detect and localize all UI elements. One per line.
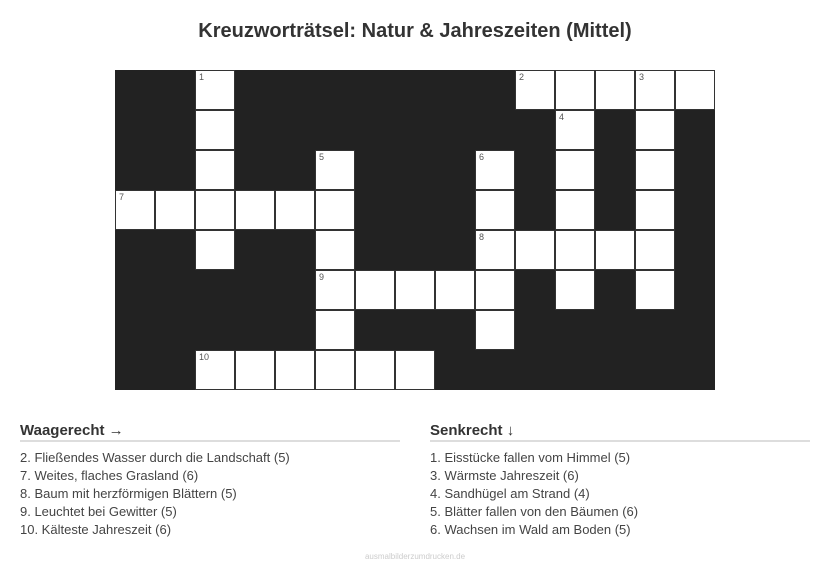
clue-number: 1 bbox=[199, 72, 205, 82]
grid-cell[interactable] bbox=[635, 70, 675, 110]
grid-cell[interactable] bbox=[555, 70, 595, 110]
grid-cell[interactable] bbox=[235, 350, 275, 390]
across-clue: 2. Fließendes Wasser durch die Landschaft (5) bbox=[20, 450, 290, 465]
clue-number: 8 bbox=[479, 232, 485, 242]
grid-cell[interactable] bbox=[555, 230, 595, 270]
across-clue: 9. Leuchtet bei Gewitter (5) bbox=[20, 504, 177, 519]
grid-cell[interactable] bbox=[275, 190, 315, 230]
down-clues bbox=[430, 422, 810, 539]
clue-number: 7 bbox=[119, 192, 125, 202]
grid-cell[interactable] bbox=[515, 70, 555, 110]
grid-cell[interactable] bbox=[315, 270, 355, 310]
grid-cell[interactable] bbox=[635, 190, 675, 230]
grid-cell[interactable] bbox=[195, 190, 235, 230]
across-clues bbox=[20, 422, 400, 539]
clue-number: 3 bbox=[639, 72, 645, 82]
down-clue: 4. Sandhügel am Strand (4) bbox=[430, 486, 590, 501]
grid-cell[interactable] bbox=[435, 270, 475, 310]
across-clue: 8. Baum mit herzförmigen Blättern (5) bbox=[20, 486, 237, 501]
grid-cell[interactable] bbox=[635, 270, 675, 310]
grid-cell[interactable] bbox=[195, 150, 235, 190]
grid-cell[interactable] bbox=[235, 190, 275, 230]
clue-number: 6 bbox=[479, 152, 485, 162]
grid-cell[interactable] bbox=[355, 350, 395, 390]
grid-cell[interactable] bbox=[475, 190, 515, 230]
grid-cell[interactable] bbox=[195, 230, 235, 270]
puzzle-title: Kreuzworträtsel: Natur & Jahreszeiten (Mittel) bbox=[198, 20, 632, 42]
crossword-grid bbox=[115, 70, 715, 390]
grid-cell[interactable] bbox=[635, 230, 675, 270]
clue-number: 2 bbox=[519, 72, 525, 82]
down-clue: 5. Blätter fallen von den Bäumen (6) bbox=[430, 504, 639, 519]
grid-cell[interactable] bbox=[555, 190, 595, 230]
grid-cell[interactable] bbox=[195, 70, 235, 110]
grid-cell[interactable] bbox=[315, 190, 355, 230]
grid-cell[interactable] bbox=[555, 110, 595, 150]
clue-number: 4 bbox=[559, 112, 565, 122]
grid-cell[interactable] bbox=[315, 230, 355, 270]
across-clue-list bbox=[20, 449, 400, 539]
grid-cell[interactable] bbox=[275, 350, 315, 390]
grid-cell[interactable] bbox=[315, 350, 355, 390]
across-clue: 10. Kälteste Jahreszeit (6) bbox=[20, 522, 172, 537]
grid-cell[interactable] bbox=[115, 190, 155, 230]
across-clue: 7. Weites, flaches Grasland (6) bbox=[20, 468, 199, 483]
grid-cell[interactable] bbox=[515, 230, 555, 270]
grid-cell[interactable] bbox=[555, 150, 595, 190]
grid-cell[interactable] bbox=[475, 230, 515, 270]
grid-cell[interactable] bbox=[195, 110, 235, 150]
down-heading: Senkrecht ↓ bbox=[430, 422, 810, 442]
grid-cell[interactable] bbox=[475, 310, 515, 350]
grid-cell[interactable] bbox=[475, 270, 515, 310]
down-clue: 3. Wärmste Jahreszeit (6) bbox=[430, 468, 579, 483]
clue-number: 5 bbox=[319, 152, 325, 162]
across-heading: Waagerecht → bbox=[20, 422, 400, 442]
down-clue: 6. Wachsen im Wald am Boden (5) bbox=[430, 522, 631, 537]
grid-cell[interactable] bbox=[475, 150, 515, 190]
grid-cell[interactable] bbox=[395, 270, 435, 310]
clue-number: 9 bbox=[319, 272, 325, 282]
grid-cell[interactable] bbox=[635, 110, 675, 150]
grid-cell[interactable] bbox=[315, 310, 355, 350]
footer-credit: ausmalbilderzumdrucken.de bbox=[364, 552, 466, 561]
grid-cell[interactable] bbox=[555, 270, 595, 310]
grid-cell[interactable] bbox=[195, 350, 235, 390]
clue-number: 10 bbox=[199, 352, 210, 362]
grid-cell[interactable] bbox=[395, 350, 435, 390]
grid-cell[interactable] bbox=[355, 270, 395, 310]
grid-cell[interactable] bbox=[595, 230, 635, 270]
down-clue-list bbox=[430, 449, 810, 539]
grid-cell[interactable] bbox=[315, 150, 355, 190]
grid-cell[interactable] bbox=[595, 70, 635, 110]
grid-cell[interactable] bbox=[635, 150, 675, 190]
grid-cell[interactable] bbox=[675, 70, 715, 110]
grid-cell[interactable] bbox=[155, 190, 195, 230]
down-clue: 1. Eisstücke fallen vom Himmel (5) bbox=[430, 450, 631, 465]
